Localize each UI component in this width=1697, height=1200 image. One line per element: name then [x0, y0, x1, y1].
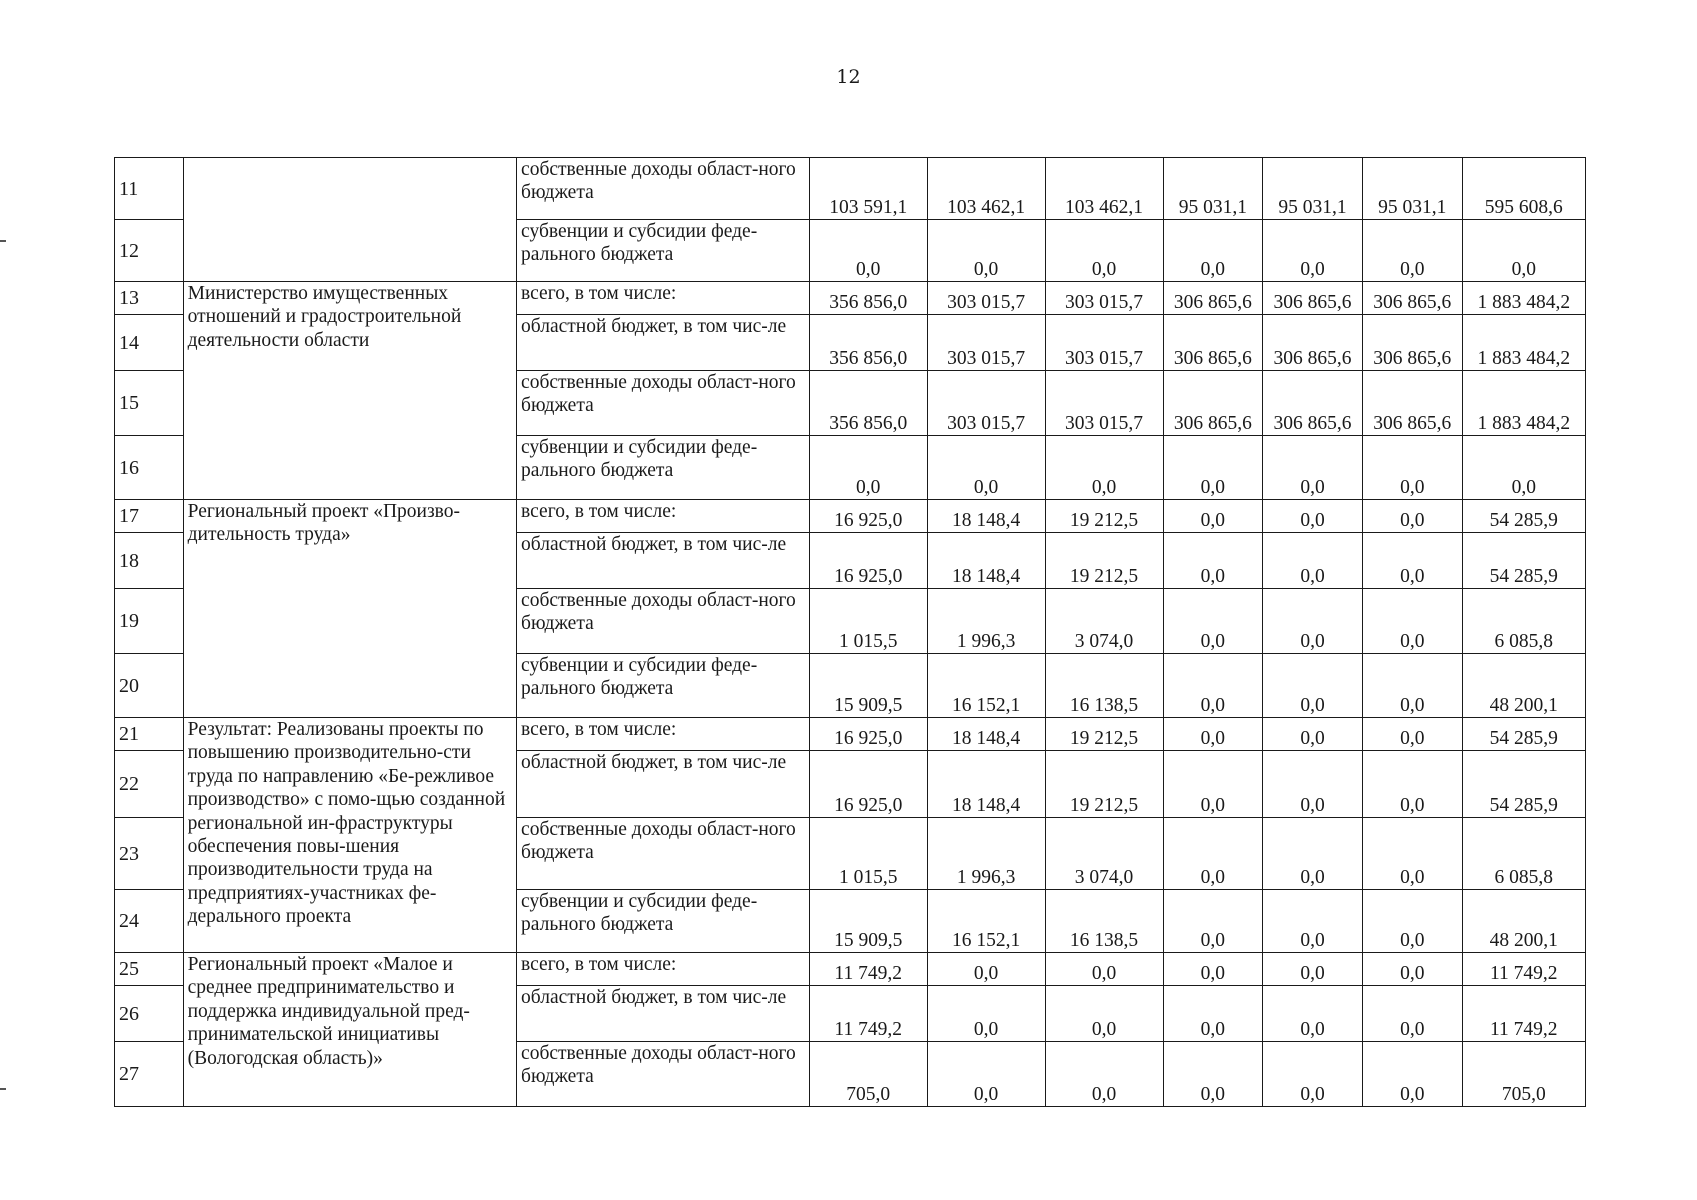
group-name: Региональный проект «Произво-дительность труда»: [183, 500, 516, 718]
value-cell: 0,0: [1362, 500, 1462, 533]
row-number: 24: [115, 890, 184, 953]
funding-source: субвенции и субсидии феде-рального бюджета: [517, 890, 810, 953]
value-cell: 356 856,0: [809, 371, 927, 436]
value-cell: 0,0: [1263, 1042, 1363, 1107]
value-cell: 19 212,5: [1045, 533, 1163, 589]
value-cell: 15 909,5: [809, 890, 927, 953]
value-cell: 1 996,3: [927, 818, 1045, 890]
value-cell: 19 212,5: [1045, 500, 1163, 533]
value-cell: 0,0: [1263, 818, 1363, 890]
funding-source: всего, в том числе:: [517, 500, 810, 533]
group-name: Министерство имущественных отношений и градостроительной деятельности области: [183, 282, 516, 500]
value-cell: 0,0: [1163, 818, 1263, 890]
value-cell: 306 865,6: [1263, 282, 1363, 315]
value-cell: 0,0: [1163, 589, 1263, 654]
total-cell: 54 285,9: [1462, 718, 1585, 751]
value-cell: 0,0: [1045, 220, 1163, 282]
row-number: 11: [115, 158, 184, 220]
table-row: [115, 953, 1586, 986]
scan-mark: [0, 1088, 6, 1090]
value-cell: 306 865,6: [1163, 371, 1263, 436]
value-cell: 0,0: [1263, 436, 1363, 500]
row-number: 19: [115, 589, 184, 654]
value-cell: 0,0: [1263, 654, 1363, 718]
table-row: [115, 718, 1586, 751]
funding-source: субвенции и субсидии феде-рального бюджета: [517, 654, 810, 718]
funding-source: областной бюджет, в том чис-ле: [517, 751, 810, 818]
value-cell: 18 148,4: [927, 500, 1045, 533]
value-cell: 0,0: [1163, 533, 1263, 589]
total-cell: 48 200,1: [1462, 654, 1585, 718]
row-number: 27: [115, 1042, 184, 1107]
value-cell: 306 865,6: [1163, 315, 1263, 371]
value-cell: 0,0: [1163, 953, 1263, 986]
total-cell: 6 085,8: [1462, 589, 1585, 654]
value-cell: 0,0: [1163, 890, 1263, 953]
value-cell: 0,0: [1263, 589, 1363, 654]
value-cell: 303 015,7: [927, 315, 1045, 371]
funding-source: всего, в том числе:: [517, 953, 810, 986]
value-cell: 0,0: [927, 986, 1045, 1042]
row-number: 21: [115, 718, 184, 751]
value-cell: 0,0: [1362, 1042, 1462, 1107]
value-cell: 103 462,1: [1045, 158, 1163, 220]
value-cell: 0,0: [1163, 718, 1263, 751]
value-cell: 0,0: [1362, 654, 1462, 718]
group-name: [183, 158, 516, 282]
total-cell: 0,0: [1462, 436, 1585, 500]
value-cell: 0,0: [927, 953, 1045, 986]
value-cell: 11 749,2: [809, 986, 927, 1042]
value-cell: 0,0: [1362, 220, 1462, 282]
funding-source: областной бюджет, в том чис-ле: [517, 315, 810, 371]
total-cell: 595 608,6: [1462, 158, 1585, 220]
group-name: Региональный проект «Малое и среднее предпринимательство и поддержка индивидуальной пред-принимательской инициативы (Вологодская область)»: [183, 953, 516, 1107]
total-cell: 1 883 484,2: [1462, 282, 1585, 315]
value-cell: 0,0: [1362, 533, 1462, 589]
funding-source: субвенции и субсидии феде-рального бюджета: [517, 220, 810, 282]
value-cell: 0,0: [1263, 986, 1363, 1042]
value-cell: 0,0: [1362, 589, 1462, 654]
value-cell: 19 212,5: [1045, 751, 1163, 818]
value-cell: 306 865,6: [1362, 315, 1462, 371]
value-cell: 0,0: [1263, 220, 1363, 282]
value-cell: 16 138,5: [1045, 890, 1163, 953]
total-cell: 54 285,9: [1462, 533, 1585, 589]
value-cell: 303 015,7: [927, 282, 1045, 315]
value-cell: 0,0: [1362, 818, 1462, 890]
value-cell: 306 865,6: [1163, 282, 1263, 315]
value-cell: 18 148,4: [927, 751, 1045, 818]
value-cell: 16 925,0: [809, 718, 927, 751]
value-cell: 0,0: [1163, 220, 1263, 282]
funding-source: областной бюджет, в том чис-ле: [517, 533, 810, 589]
value-cell: 0,0: [1163, 500, 1263, 533]
value-cell: 0,0: [1362, 953, 1462, 986]
value-cell: 306 865,6: [1362, 282, 1462, 315]
funding-source: субвенции и субсидии феде-рального бюджета: [517, 436, 810, 500]
value-cell: 16 925,0: [809, 751, 927, 818]
value-cell: 306 865,6: [1263, 371, 1363, 436]
total-cell: 54 285,9: [1462, 500, 1585, 533]
value-cell: 15 909,5: [809, 654, 927, 718]
value-cell: 0,0: [927, 436, 1045, 500]
value-cell: 0,0: [927, 1042, 1045, 1107]
value-cell: 103 591,1: [809, 158, 927, 220]
scan-mark: [0, 240, 6, 242]
total-cell: 705,0: [1462, 1042, 1585, 1107]
row-number: 23: [115, 818, 184, 890]
value-cell: 303 015,7: [1045, 371, 1163, 436]
row-number: 12: [115, 220, 184, 282]
value-cell: 19 212,5: [1045, 718, 1163, 751]
row-number: 25: [115, 953, 184, 986]
value-cell: 0,0: [1163, 751, 1263, 818]
value-cell: 306 865,6: [1362, 371, 1462, 436]
budget-table: [114, 157, 1586, 1107]
value-cell: 0,0: [1362, 718, 1462, 751]
funding-source: собственные доходы област-ного бюджета: [517, 371, 810, 436]
funding-source: собственные доходы област-ного бюджета: [517, 818, 810, 890]
row-number: 13: [115, 282, 184, 315]
value-cell: 306 865,6: [1263, 315, 1363, 371]
total-cell: 1 883 484,2: [1462, 371, 1585, 436]
funding-source: собственные доходы област-ного бюджета: [517, 1042, 810, 1107]
row-number: 26: [115, 986, 184, 1042]
value-cell: 0,0: [1362, 986, 1462, 1042]
total-cell: 1 883 484,2: [1462, 315, 1585, 371]
funding-source: собственные доходы област-ного бюджета: [517, 158, 810, 220]
value-cell: 0,0: [1362, 751, 1462, 818]
funding-source: всего, в том числе:: [517, 282, 810, 315]
value-cell: 16 925,0: [809, 500, 927, 533]
value-cell: 0,0: [1163, 654, 1263, 718]
row-number: 16: [115, 436, 184, 500]
table-row: [115, 282, 1586, 315]
page-number: 12: [836, 66, 861, 88]
funding-source: всего, в том числе:: [517, 718, 810, 751]
value-cell: 356 856,0: [809, 282, 927, 315]
value-cell: 0,0: [1263, 953, 1363, 986]
group-name: Результат: Реализованы проекты по повышению производительно-сти труда по направлению «Бе-режливое производство» с помо-щью созданной региональной ин-фраструктуры обеспечения повы-шения производительности труда на предприятиях-участниках фе-дерального проекта: [183, 718, 516, 953]
value-cell: 16 138,5: [1045, 654, 1163, 718]
value-cell: 0,0: [1263, 751, 1363, 818]
total-cell: 54 285,9: [1462, 751, 1585, 818]
value-cell: 0,0: [1362, 436, 1462, 500]
value-cell: 103 462,1: [927, 158, 1045, 220]
value-cell: 0,0: [1163, 986, 1263, 1042]
value-cell: 1 015,5: [809, 818, 927, 890]
total-cell: 6 085,8: [1462, 818, 1585, 890]
funding-source: собственные доходы област-ного бюджета: [517, 589, 810, 654]
funding-source: областной бюджет, в том чис-ле: [517, 986, 810, 1042]
value-cell: 95 031,1: [1362, 158, 1462, 220]
value-cell: 0,0: [1045, 953, 1163, 986]
value-cell: 303 015,7: [1045, 315, 1163, 371]
value-cell: 18 148,4: [927, 718, 1045, 751]
value-cell: 0,0: [1362, 890, 1462, 953]
value-cell: 705,0: [809, 1042, 927, 1107]
value-cell: 0,0: [1263, 718, 1363, 751]
value-cell: 16 925,0: [809, 533, 927, 589]
value-cell: 356 856,0: [809, 315, 927, 371]
value-cell: 95 031,1: [1163, 158, 1263, 220]
row-number: 22: [115, 751, 184, 818]
value-cell: 0,0: [1263, 533, 1363, 589]
value-cell: 0,0: [1045, 436, 1163, 500]
table-row: [115, 158, 1586, 220]
table-row: [115, 500, 1586, 533]
value-cell: 303 015,7: [927, 371, 1045, 436]
value-cell: 11 749,2: [809, 953, 927, 986]
value-cell: 0,0: [1045, 986, 1163, 1042]
total-cell: 48 200,1: [1462, 890, 1585, 953]
value-cell: 18 148,4: [927, 533, 1045, 589]
row-number: 18: [115, 533, 184, 589]
row-number: 17: [115, 500, 184, 533]
value-cell: 0,0: [1163, 1042, 1263, 1107]
value-cell: 0,0: [1263, 500, 1363, 533]
value-cell: 0,0: [927, 220, 1045, 282]
value-cell: 95 031,1: [1263, 158, 1363, 220]
value-cell: 303 015,7: [1045, 282, 1163, 315]
value-cell: 1 996,3: [927, 589, 1045, 654]
value-cell: 3 074,0: [1045, 589, 1163, 654]
row-number: 15: [115, 371, 184, 436]
value-cell: 16 152,1: [927, 890, 1045, 953]
value-cell: 0,0: [809, 220, 927, 282]
total-cell: 11 749,2: [1462, 953, 1585, 986]
value-cell: 0,0: [1163, 436, 1263, 500]
value-cell: 0,0: [1045, 1042, 1163, 1107]
total-cell: 0,0: [1462, 220, 1585, 282]
value-cell: 0,0: [809, 436, 927, 500]
value-cell: 3 074,0: [1045, 818, 1163, 890]
value-cell: 16 152,1: [927, 654, 1045, 718]
value-cell: 1 015,5: [809, 589, 927, 654]
total-cell: 11 749,2: [1462, 986, 1585, 1042]
row-number: 20: [115, 654, 184, 718]
row-number: 14: [115, 315, 184, 371]
value-cell: 0,0: [1263, 890, 1363, 953]
